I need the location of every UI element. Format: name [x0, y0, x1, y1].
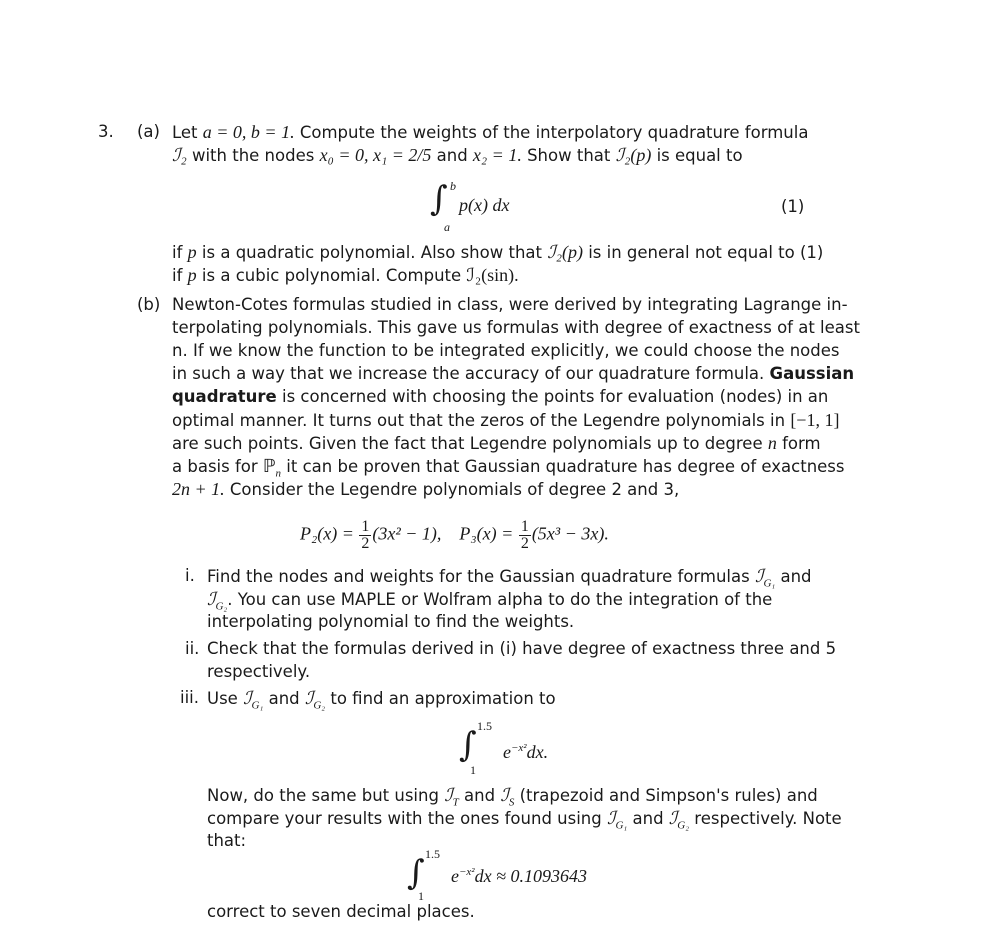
integral-lower-limit: a — [444, 220, 450, 234]
now-line-3: that: — [207, 831, 247, 850]
part-b-line-7: are such points. Given the fact that Legendre polynomials up to degree n form — [172, 433, 821, 453]
integrand: p(x) dx — [459, 195, 510, 215]
part-a-line-2: ℐ₂ with the nodes x₀ = 0, x₁ = 2/5 and x₂ = 1. Show that ℐ₂(p) is equal to — [172, 145, 743, 165]
part-b-line-9: 2n + 1. Consider the Legendre polynomials of degree 2 and 3, — [172, 479, 680, 499]
integral-3-upper-limit: 1.5 — [425, 847, 440, 861]
integral-3-lower-limit: 1 — [418, 889, 424, 903]
now-line-2: compare your results with the ones found using ℐ$_{G_1}$ and ℐ$_{G_2}$ respectively. Note — [207, 808, 842, 832]
equation-number: (1) — [781, 197, 805, 216]
legendre-display — [300, 519, 609, 552]
p3-fraction: $\frac{1}{2}$ — [520, 518, 529, 552]
item-ii-line-2: respectively. — [207, 662, 311, 681]
integral-sign-3: ∫ — [407, 853, 425, 893]
integrand-2: $e^{-x^2}dx$. — [503, 742, 549, 762]
item-i-line-2: ℐ$_{G_2}$. You can use MAPLE or Wolfram alpha to do the integration of the — [207, 589, 773, 613]
integral-sign: ∫ — [430, 179, 448, 219]
part-b-line-4: in such a way that we increase the accuracy of our quadrature formula. Gaussian — [172, 364, 855, 383]
item-i-label: i. — [185, 566, 195, 585]
item-i-line-1: Find the nodes and weights for the Gaussian quadrature formulas ℐ$_{G_1}$ and — [207, 566, 812, 590]
problem-number: 3. — [98, 122, 114, 141]
p2-lhs: P₂(x) = — [300, 523, 354, 544]
p2-rhs: (3x² − 1), — [372, 523, 442, 544]
part-a-line-1: Let a = 0, b = 1. Compute the weights of the interpolatory quadrature formula — [172, 122, 809, 142]
now-line-1: Now, do the same but using ℐ$_T$ and ℐ$_S$ (trapezoid and Simpson's rules) and — [207, 785, 818, 809]
p2-fraction: $\frac{1}{2}$ — [361, 518, 370, 552]
part-b-line-8: a basis for ℙ$_n$ it can be proven that Gaussian quadrature has degree of exactness — [172, 456, 845, 480]
part-b-line-2: terpolating polynomials. This gave us formulas with degree of exactness of at least — [172, 318, 860, 337]
integrand-3: $e^{-x^2}dx \approx 0.1093643$ — [451, 866, 587, 886]
part-a-line-3: if p is a quadratic polynomial. Also show that ℐ₂(p) is in general not equal to (1) — [172, 242, 824, 262]
integral-2-lower-limit: 1 — [470, 763, 476, 777]
part-b-line-5: quadrature is concerned with choosing the points for evaluation (nodes) in an — [172, 387, 829, 406]
integral-upper-limit: b — [450, 179, 456, 193]
part-b-line-1: Newton-Cotes formulas studied in class, were derived by integrating Lagrange in- — [172, 295, 848, 314]
p3-rhs: (5x³ − 3x). — [531, 523, 609, 544]
part-b-line-3: n. If we know the function to be integrated explicitly, we could choose the nodes — [172, 341, 840, 360]
item-ii-line-1: Check that the formulas derived in (i) have degree of exactness three and 5 — [207, 639, 837, 658]
item-iii-line-1: Use ℐ$_{G_1}$ and ℐ$_{G_2}$ to find an approximation to — [207, 688, 556, 712]
item-iii-label: iii. — [180, 688, 199, 707]
integral-2-upper-limit: 1.5 — [477, 719, 492, 733]
item-ii-label: ii. — [185, 639, 200, 658]
integral-sign-2: ∫ — [459, 725, 477, 765]
part-a-line-4: if p is a cubic polynomial. Compute ℐ₂(sin). — [172, 265, 519, 285]
part-a-label: (a) — [137, 122, 160, 141]
item-i-line-3: interpolating polynomial to find the weights. — [207, 612, 575, 631]
part-b-line-6: optimal manner. It turns out that the zeros of the Legendre polynomials in [−1, 1] — [172, 410, 840, 430]
final-line: correct to seven decimal places. — [207, 902, 475, 921]
part-b-label: (b) — [137, 295, 161, 314]
p3-lhs: P₃(x) = — [459, 523, 514, 544]
